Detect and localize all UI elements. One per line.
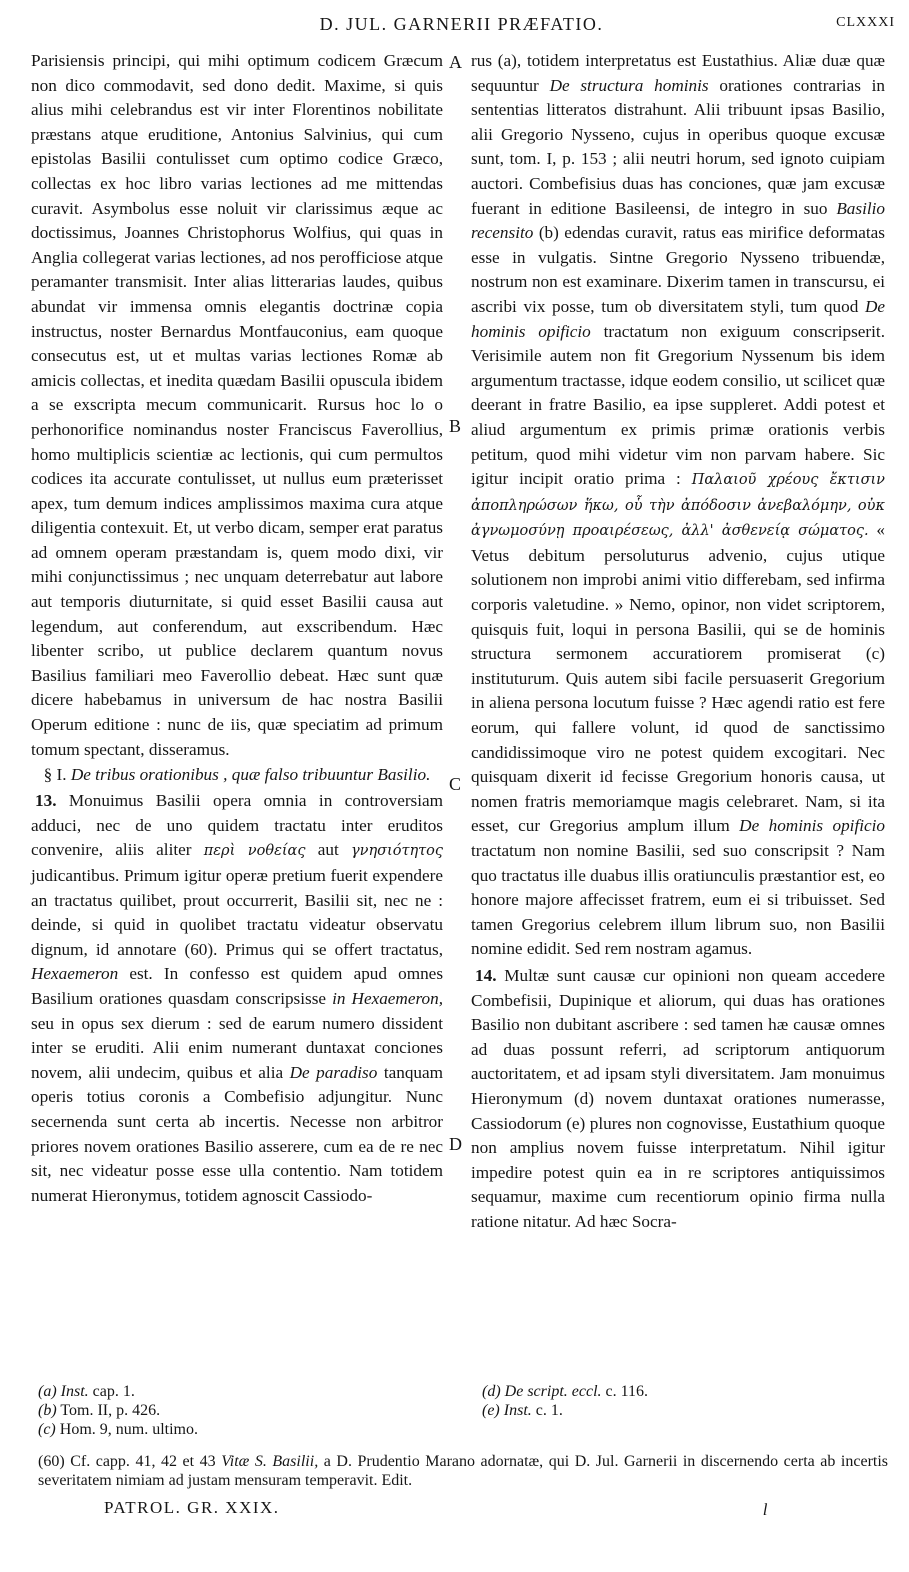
work-title: in Hexaemeron, xyxy=(332,988,444,1008)
footnote-ref: Inst. xyxy=(60,1383,89,1400)
text-run: a D. Prudentio Marano adornatæ, qui D. Jul. Garnerii in discernendo certa ab incertis severitatem nimiam ad justam mensuram temperavit. Edit. xyxy=(38,1453,889,1489)
footnote-text: c. 1. xyxy=(531,1402,563,1419)
work-title: De hominis opificio xyxy=(739,816,885,836)
text-run: (60) Cf. capp. 41, 42 et 43 xyxy=(38,1453,216,1470)
work-title: Basilio recensito xyxy=(471,198,886,243)
footnote-mark: (b) xyxy=(38,1402,57,1419)
text-run: seu in opus sex dierum : sed de earum numero dissident inter se eruditi. Alii enim numerant duntaxat conciones novem, alii undecim, quibus et alia xyxy=(31,1013,443,1082)
running-title: D. JUL. GARNERII PRÆFATIO. xyxy=(319,14,604,34)
footnote-ref: De script. eccl. xyxy=(504,1383,602,1400)
page-footer xyxy=(104,1498,769,1518)
footnotes-left xyxy=(38,1382,198,1439)
footnote-mark: (a) xyxy=(38,1383,57,1400)
paragraph-number: 14. xyxy=(475,965,497,985)
work-title: De structura hominis xyxy=(549,75,709,95)
text-run: (b) edendas curavit, ratus eas mirifice deformatas esse in vulgatis. Sintne Gregorio Nysseno tribuendæ, nostrum non est examinare. Dixerim tamen in transcursu, ei ascribi vix posse, tum ob diversitatem styli, tum quod xyxy=(471,223,886,316)
right-column xyxy=(471,49,885,1235)
paragraph xyxy=(471,49,885,962)
greek-quotation: Παλαιοῦ χρέους ἔκτισιν ἀποπληρώσων ἥκω, οὗ τὴν ἀπόδοσιν ἀνεβαλόμην, οὐκ ἀγνωμοσύνῃ προαιρέσεως, ἀλλ' ἀσθενείᾳ σώματος. xyxy=(471,472,885,540)
work-title: De hominis opificio xyxy=(471,296,886,341)
text-run: tanquam operis totius coronis a Combefisio adjungitur. Nunc secernenda sunt certa ab incertis. Necesse non arbitror priores novem orationes Basilio asserere, cum ea de re nec sit, nec videatur posse esse ulla contentio. Nam totidem numerat Hieronymus, totidem agnoscit Cassiodo- xyxy=(31,1062,444,1205)
footnote-text: Hom. 9, num. ultimo. xyxy=(59,1421,198,1438)
footnote-ref: Inst. xyxy=(503,1402,532,1419)
footnote-text: c. 116. xyxy=(601,1383,649,1400)
text-run: Multæ sunt causæ cur opinioni non queam accedere Combefisii, Dupinique et aliorum, qui duas has orationes Basilio non dubitant ascribere : sed tamen hæ causæ omnes ad duas possunt referri, ad scriptorum antiquorum auctoritatem, et ad ipsam styli diversitatem. Jam monuimus Hieronymum (d) novem duntaxat orationes numerasse, Cassiodorum (e) plures non cognovisse, Eustathium quoque non amplius novem fuisse interpretatum. Nihil igitur impedire potest quin ea in re scriptores antiquissimos sequamur, maxime cum recentiorum opinio firma nulla ratione nitatur. Ad hæc Socra- xyxy=(471,965,885,1231)
footnote-mark: (c) xyxy=(38,1421,56,1438)
margin-marker-c: C xyxy=(449,774,462,794)
greek-term: γνησιότητος xyxy=(350,843,444,860)
text-run: tractatum non nomine Basilii, sed suo conscripsit ? Nam quo tractatus ille duabus illis oratiunculis præstantior est, eo honore majore affecisset fratrem, eum ei si tribuisset. Sed tamen Gregorius celebrem illum librum suo, non Basilii nomine edidit. Sed rem nostram agamus. xyxy=(471,841,885,959)
work-title: Vitæ S. Basilii, xyxy=(221,1453,319,1470)
margin-marker-a: A xyxy=(449,52,462,72)
paragraph xyxy=(31,789,443,1208)
footnote-text: cap. 1. xyxy=(88,1383,135,1400)
text-run: rus (a), totidem interpretatus est Eustathius. Aliæ duæ quæ sequuntur xyxy=(471,51,885,95)
text-run: « Vetus debitum persoluturus advenio, cujus utique solutionem non improbi animi vitio differebam, sed infirma corporis valetudine. » Nemo, opinor, non videt scriptorem, quisquis fuit, loqui in persona Basilii, qui se de hominis structura sermonem accuratiorem promiserat (c) instituturum. Quis autem sibi facile persuaserit Gregorium in aliena persona locutum fuisse ? Hæc agendi ratio est fere eorum, qui fallere volunt, id quod de sanctissimo candidissimoque viro ne potest quidem excogitari. Nec quisquam dixerit id fecisse Gregorium honoris causa, ut nomen fratris memoriamque magis celebraret. Nam, si ita esset, cur Gregorius amplum illum xyxy=(471,520,885,836)
footnote-text: Tom. II, p. 426. xyxy=(60,1402,161,1419)
footnotes-right xyxy=(482,1382,648,1420)
text-run: Monuimus Basilii opera omnia in controversiam adduci, nec de uno quidem tractatu inter eruditos convenire, aliis aliter xyxy=(31,791,444,860)
text-run: tractatum non exiguum conscripserit. Verisimile autem non fit Gregorium Nyssenum bis idem argumentum tractasse, idque eodem consilio, ut scilicet quæ deerant in fratre Basilio, ea ipse suppleret. Addi potest et aliud argumentum ex primis primæ orationis verbis petitum, quod mihi videtur vim non parvam habere. Sic igitur incipit oratio prima : xyxy=(471,321,885,489)
paragraph xyxy=(471,964,885,1235)
footnote-mark: (d) xyxy=(482,1383,501,1400)
signature-mark: PATROL. GR. XXIX. xyxy=(104,1498,280,1517)
paragraph-number: 13. xyxy=(35,791,57,811)
text-run: aut xyxy=(317,840,339,860)
footnote-mark: (e) xyxy=(482,1402,500,1419)
running-header xyxy=(28,14,895,40)
footnote xyxy=(38,1382,198,1401)
work-title: Hexaemeron xyxy=(31,964,119,984)
footnote xyxy=(482,1401,648,1420)
footnote xyxy=(38,1401,198,1420)
footnote xyxy=(38,1420,198,1439)
section-title: De tribus orationibus , quæ falso tribuuntur Basilio. xyxy=(70,765,431,785)
margin-marker-d: D xyxy=(449,1134,462,1154)
work-title: De paradiso xyxy=(289,1062,378,1082)
section-mark: § I. xyxy=(43,765,67,785)
gathering-mark: l xyxy=(762,1500,769,1519)
footnote xyxy=(482,1382,648,1401)
text-run: judicantibus. Primum igitur operæ pretium fuerit expendere an tractatus quilibet, prout occurrerit, Basilii sit, nec ne : deinde, si quid in quolibet tractatu videatur observatu dignum, id annotare (60). Primus qui se offert tractatus, xyxy=(31,866,443,959)
left-column xyxy=(31,49,443,1208)
section-heading xyxy=(31,764,443,785)
greek-term: περὶ νοθείας xyxy=(203,843,306,860)
paragraph: Parisiensis principi, qui mihi optimum codicem Græcum non dico commodavit, sed dono dedit. Maxime, si quis alius mihi celebrandus est vir inter Florentinos nobilitate præstans atque eruditione, Antonius Salvinius, qui cum epistolas Basilii contulisset cum optimo codice Græco, collectas ex hoc libro varias lectiones ad me mittendas curavit. Asymbolus esse noluit vir clarissimus æque ac doctissimus, Joannes Christophorus Wolfius, qui quas in Anglia collegerat varias lectiones, ad nos perofficiose atque peramanter transmisit. Inter alias litterarias laudes, quibus abundat vir immensa omnis elegantis doctrinæ copia instructus, noster Bernardus Montfauconius, eam quoque consecutus est, ut et multas varias lectiones Romæ ab amicis collectas, et inedita quædam Basilii opuscula ibidem a se exscripta mecum communicarit. Rursus hoc lo o perhonorifice nominandus noster Franciscus Faverollius, homo multiplicis scientiæ ac lectionis, qui cum permultos codices ita accurate contulisset, ut nullus eum præterisset apex, tum demum indices amplissimos maxima cura atque diligentia contexuit. Et, ut verbo dicam, semper erat paratus ad omnem operam præstandam is, quem modo dixi, vir mihi conjunctissimus ; nec unquam deterrebatur aut labore aut temporis diuturnitate, si quid esset Basilii causa aut legendum, aut conferendum, aut exscribendum. Hæc libenter scribo, ut publice declarem quantum novus Basilius familiari meo Faverollio debeat. Hæc sunt quæ dicere habebamus in universum de hac nostra Basilii Operum editione : nunc de iis, quæ speciatim ad primum tomum spectant, disseramus. xyxy=(31,51,443,759)
text-run: est. In confesso est quidem apud omnes Basilium orationes quasdam conscripsisse xyxy=(31,964,444,1008)
editor-note xyxy=(38,1452,888,1490)
text-run: orationes contrarias in sententias litteratos distrahunt. Alii tribuunt ipsas Basilio, alii Gregorio Nysseno, cujus in operibus quoque excusæ sunt, tom. I, p. 153 ; alii neutri horum, sed ignoto cuipiam auctori. Combefisius duas has conciones, quæ jam excusæ fuerant in editione Basileensi, de integro in suo xyxy=(471,75,886,218)
page-number: CLXXXI xyxy=(836,15,895,30)
margin-marker-b: B xyxy=(449,416,462,436)
